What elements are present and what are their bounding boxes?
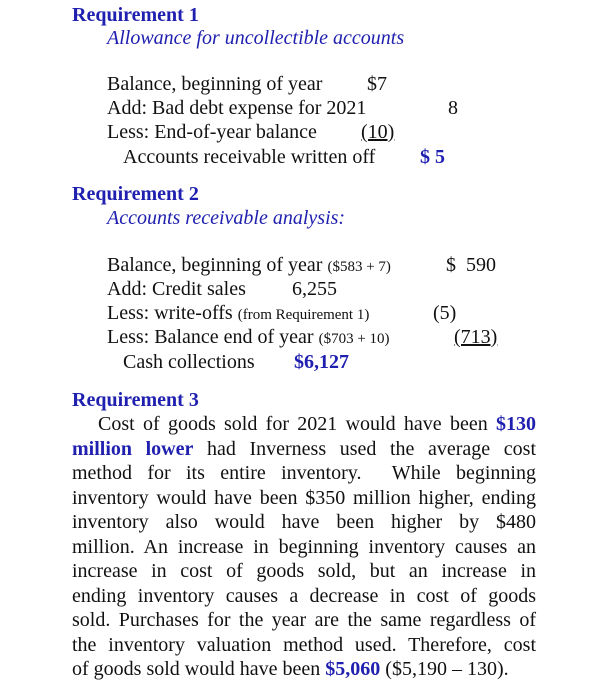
highlighted-figure: $5,060 bbox=[325, 658, 381, 680]
row-label bbox=[107, 301, 369, 327]
row-amount: $7 bbox=[367, 73, 387, 95]
row-amount: 6,255 bbox=[292, 278, 337, 300]
allowance-total: $ 5 bbox=[420, 146, 445, 168]
row-note: (from Requirement 1) bbox=[237, 307, 370, 323]
line-text: Cost of goods sold for 2021 would have been bbox=[98, 413, 496, 435]
paragraph-line bbox=[72, 633, 536, 658]
row-label bbox=[107, 325, 390, 351]
paragraph-line bbox=[72, 510, 536, 535]
paragraph-line bbox=[72, 437, 536, 462]
row-amount: (5) bbox=[433, 302, 457, 324]
line-text: ending inventory causes a decrease in cost of goods bbox=[72, 584, 536, 607]
line-text: had Inverness used the average cost bbox=[193, 437, 537, 460]
line-text: ($5,190 – 130). bbox=[380, 658, 509, 680]
row-amount: 8 bbox=[448, 97, 458, 119]
line-text: the inventory valuation method used. Therefore, cost bbox=[72, 633, 536, 656]
paragraph-line bbox=[72, 461, 536, 486]
row-label: Add: Credit sales bbox=[107, 278, 246, 300]
line-text: method for its entire inventory. While beginning bbox=[72, 462, 536, 484]
paragraph-line bbox=[72, 535, 536, 560]
row-label-text: Less: write-offs bbox=[107, 302, 233, 324]
line-text: sold. Purchases for the year are the same regardless of bbox=[72, 609, 536, 631]
paragraph-line bbox=[72, 412, 536, 437]
row-label-text: Less: Balance end of year bbox=[107, 326, 314, 348]
highlighted-figure: million lower bbox=[72, 437, 194, 460]
row-amount: $ 590 bbox=[446, 254, 496, 276]
row-label: Less: End-of-year balance bbox=[107, 121, 317, 143]
line-text: inventory also would have been higher by $480 bbox=[72, 511, 536, 533]
paragraph-line bbox=[72, 559, 536, 584]
paragraph-line bbox=[72, 486, 536, 511]
requirement-2-subtitle: Accounts receivable analysis: bbox=[107, 207, 346, 229]
line-text: increase in cost of goods sold, but an increase in bbox=[72, 560, 536, 582]
paragraph-line bbox=[72, 584, 536, 609]
line-text: of goods sold would have been bbox=[72, 658, 326, 680]
requirement-3-heading: Requirement 3 bbox=[72, 389, 199, 411]
highlighted-figure: $130 bbox=[496, 413, 536, 435]
row-note: ($703 + 10) bbox=[318, 331, 390, 347]
row-label: Accounts receivable written off bbox=[123, 146, 376, 168]
row-label-text: Balance, beginning of year bbox=[107, 254, 323, 276]
requirement-2-heading: Requirement 2 bbox=[72, 183, 199, 205]
row-label: Balance, beginning of year bbox=[107, 73, 323, 95]
cash-collections-total: $6,127 bbox=[294, 351, 349, 373]
row-amount: (10) bbox=[361, 121, 395, 143]
line-text: million. An increase in beginning inventory causes an bbox=[72, 535, 536, 558]
row-label: Cash collections bbox=[123, 351, 255, 373]
requirement-1-heading: Requirement 1 bbox=[72, 4, 199, 26]
row-label bbox=[107, 253, 391, 279]
row-note: ($583 + 7) bbox=[327, 259, 391, 275]
row-amount: (713) bbox=[454, 326, 498, 348]
row-label: Add: Bad debt expense for 2021 bbox=[107, 97, 367, 119]
line-text: inventory would have been $350 million higher, ending bbox=[72, 486, 536, 509]
paragraph-line bbox=[72, 657, 536, 682]
paragraph-line bbox=[72, 608, 536, 633]
requirement-3-paragraph bbox=[72, 412, 536, 682]
requirement-1-subtitle: Allowance for uncollectible accounts bbox=[107, 27, 405, 49]
